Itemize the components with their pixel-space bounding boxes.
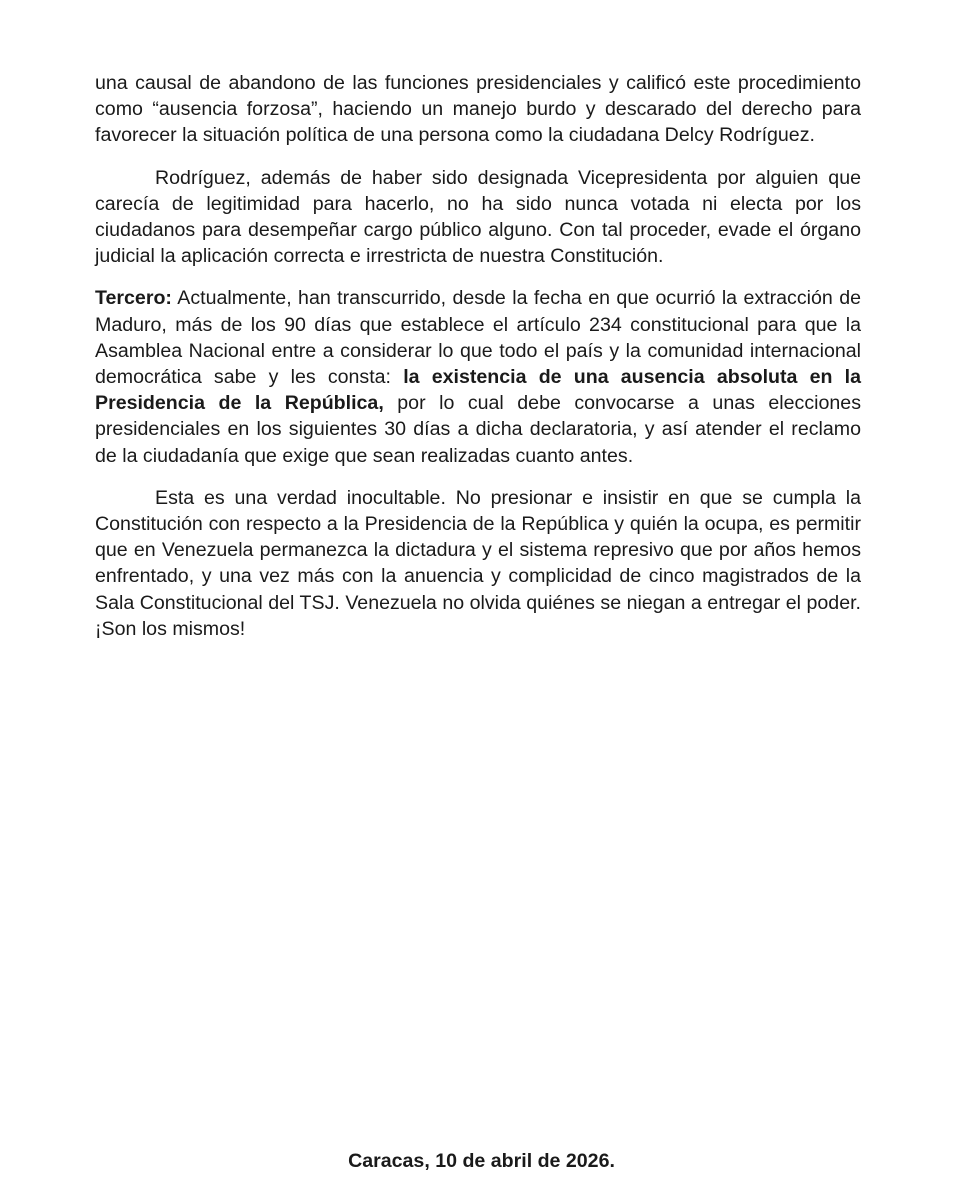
paragraph-continuation: una causal de abandono de las funciones presidenciales y calificó este procedimiento como “ausencia forzosa”, haciendo un manejo burdo y descarado del derecho para favorecer la situación política de una persona como la ciudadana Delcy Rodríguez.: [95, 72, 861, 147]
tercero-text-before: Actualmente, han transcurrido, desde la fecha en que ocurrió la extracción de Maduro, más de los 90 días que establece el artículo 234 constitucional para que la Asamblea Nacional entre a considerar lo que todo el país y la comunidad internacional democrática sabe y les consta:: [95, 287, 861, 389]
tercero-emphasis: la existencia de una ausencia absoluta en la Presidencia de la República,: [95, 366, 861, 415]
tercero-label: Tercero:: [95, 287, 172, 310]
signature-date: Caracas, 10 de abril de 2026.: [348, 1150, 615, 1172]
paragraph-tercero: [95, 285, 861, 468]
paragraph-verdad: Esta es una verdad inocultable. No presionar e insistir en que se cumpla la Constitución con respecto a la Presidencia de la República y quién la ocupa, es permitir que en Venezuela permanezca la dictadura y el sistema represivo que por años hemos enfrentado, y una vez más con la anuencia y complicidad de cinco magistrados de la Sala Constitucional del TSJ. Venezuela no olvida quiénes se niegan a entregar el poder. ¡Son los mismos!: [95, 486, 861, 640]
paragraph-rodriguez: Rodríguez, además de haber sido designada Vicepresidenta por alguien que carecía de legitimidad para hacerlo, no ha sido nunca votada ni electa por los ciudadanos para desempeñar cargo público alguno. Con tal proceder, evade el órgano judicial la aplicación correcta e irrestricta de nuestra Constitución.: [95, 166, 861, 268]
document-body: [95, 70, 861, 658]
tercero-text-after: por lo cual debe convocarse a unas elecciones presidenciales en los siguientes 30 días a dicha declaratoria, y así atender el reclamo de la ciudadanía que exige que sean realizadas cuanto antes.: [95, 392, 861, 467]
